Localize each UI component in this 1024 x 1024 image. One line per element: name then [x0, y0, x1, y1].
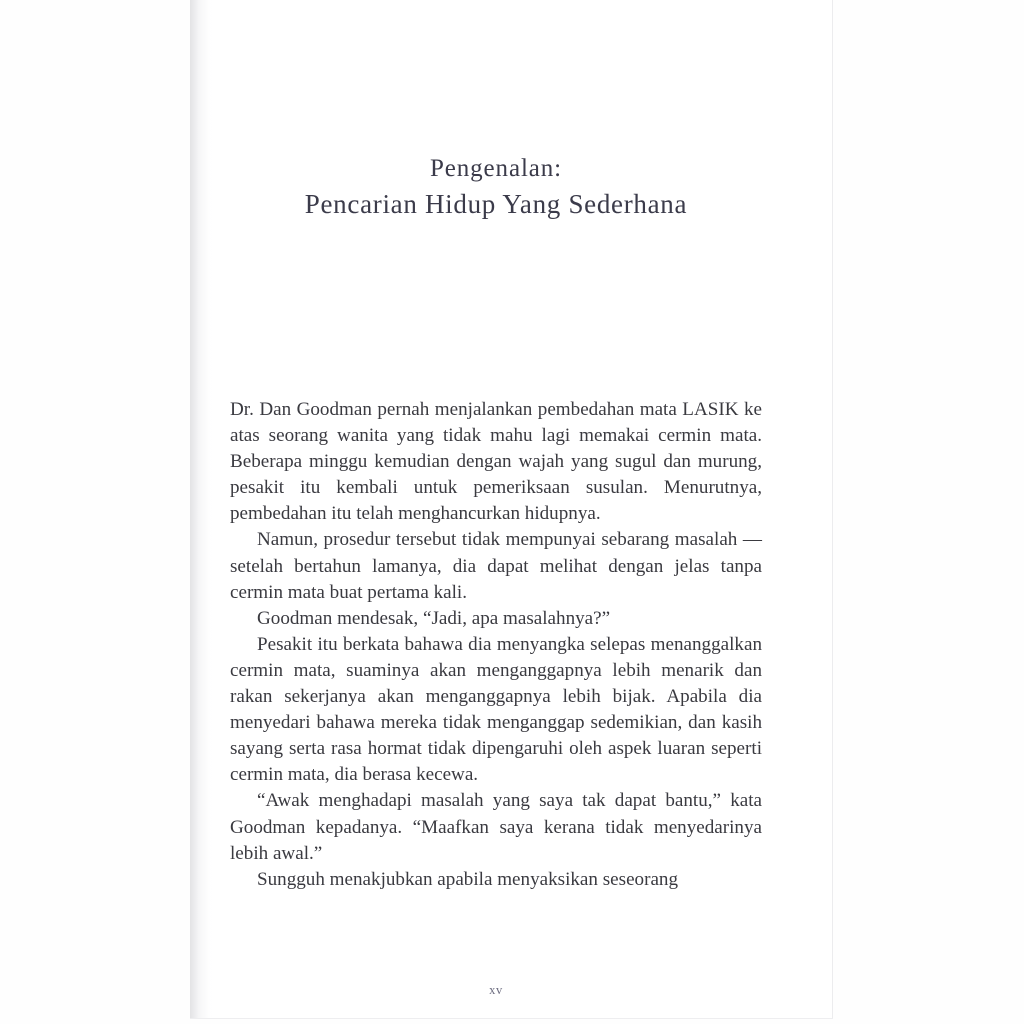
- paragraph: Goodman mendesak, “Jadi, apa masalahnya?”: [257, 607, 611, 629]
- paragraph: Pesakit itu berkata bahawa dia menyangka selepas menanggalkan cermin mata, suaminya akan menganggapnya lebih menarik dan rakan sekerjanya akan menganggapnya lebih bijak. Apabila dia menyedari bahawa mereka tidak menganggap sedemikian, dan kasih sayang serta rasa hormat tidak dipengaruhi oleh aspek luaran seperti cermin mata, dia berasa kecewa.: [230, 633, 762, 786]
- paragraph: Sungguh menakjubkan apabila menyaksikan seseorang: [257, 868, 679, 890]
- chapter-heading: [230, 152, 762, 222]
- page-fore-edge: [832, 0, 833, 1019]
- chapter-heading-line-1: Pengenalan:: [429, 155, 563, 182]
- chapter-heading-line-2: Pencarian Hidup Yang Sederhana: [304, 189, 688, 219]
- paragraph: “Awak menghadapi masalah yang saya tak dapat bantu,” kata Goodman kepadanya. “Maafkan saya kerana tidak menyedarinya lebih awal.”: [230, 790, 762, 864]
- paragraph: Dr. Dan Goodman pernah menjalankan pembedahan mata LASIK ke atas seorang wanita yang tidak mahu lagi memakai cermin mata. Beberapa minggu kemudian dengan wajah yang sugul dan murung, pesakit itu kembali untuk pemeriksaan susulan. Menurutnya, pembedahan itu telah menghancurkan hidupnya.: [230, 399, 762, 525]
- page-bottom-edge: [190, 1018, 833, 1019]
- paragraph: Namun, prosedur tersebut tidak mempunyai sebarang masalah — setelah bertahun lamanya, dia dapat melihat dengan jelas tanpa cermin mata buat pertama kali.: [230, 529, 762, 603]
- page-number: xv: [489, 983, 503, 997]
- body-text-column: [230, 397, 762, 893]
